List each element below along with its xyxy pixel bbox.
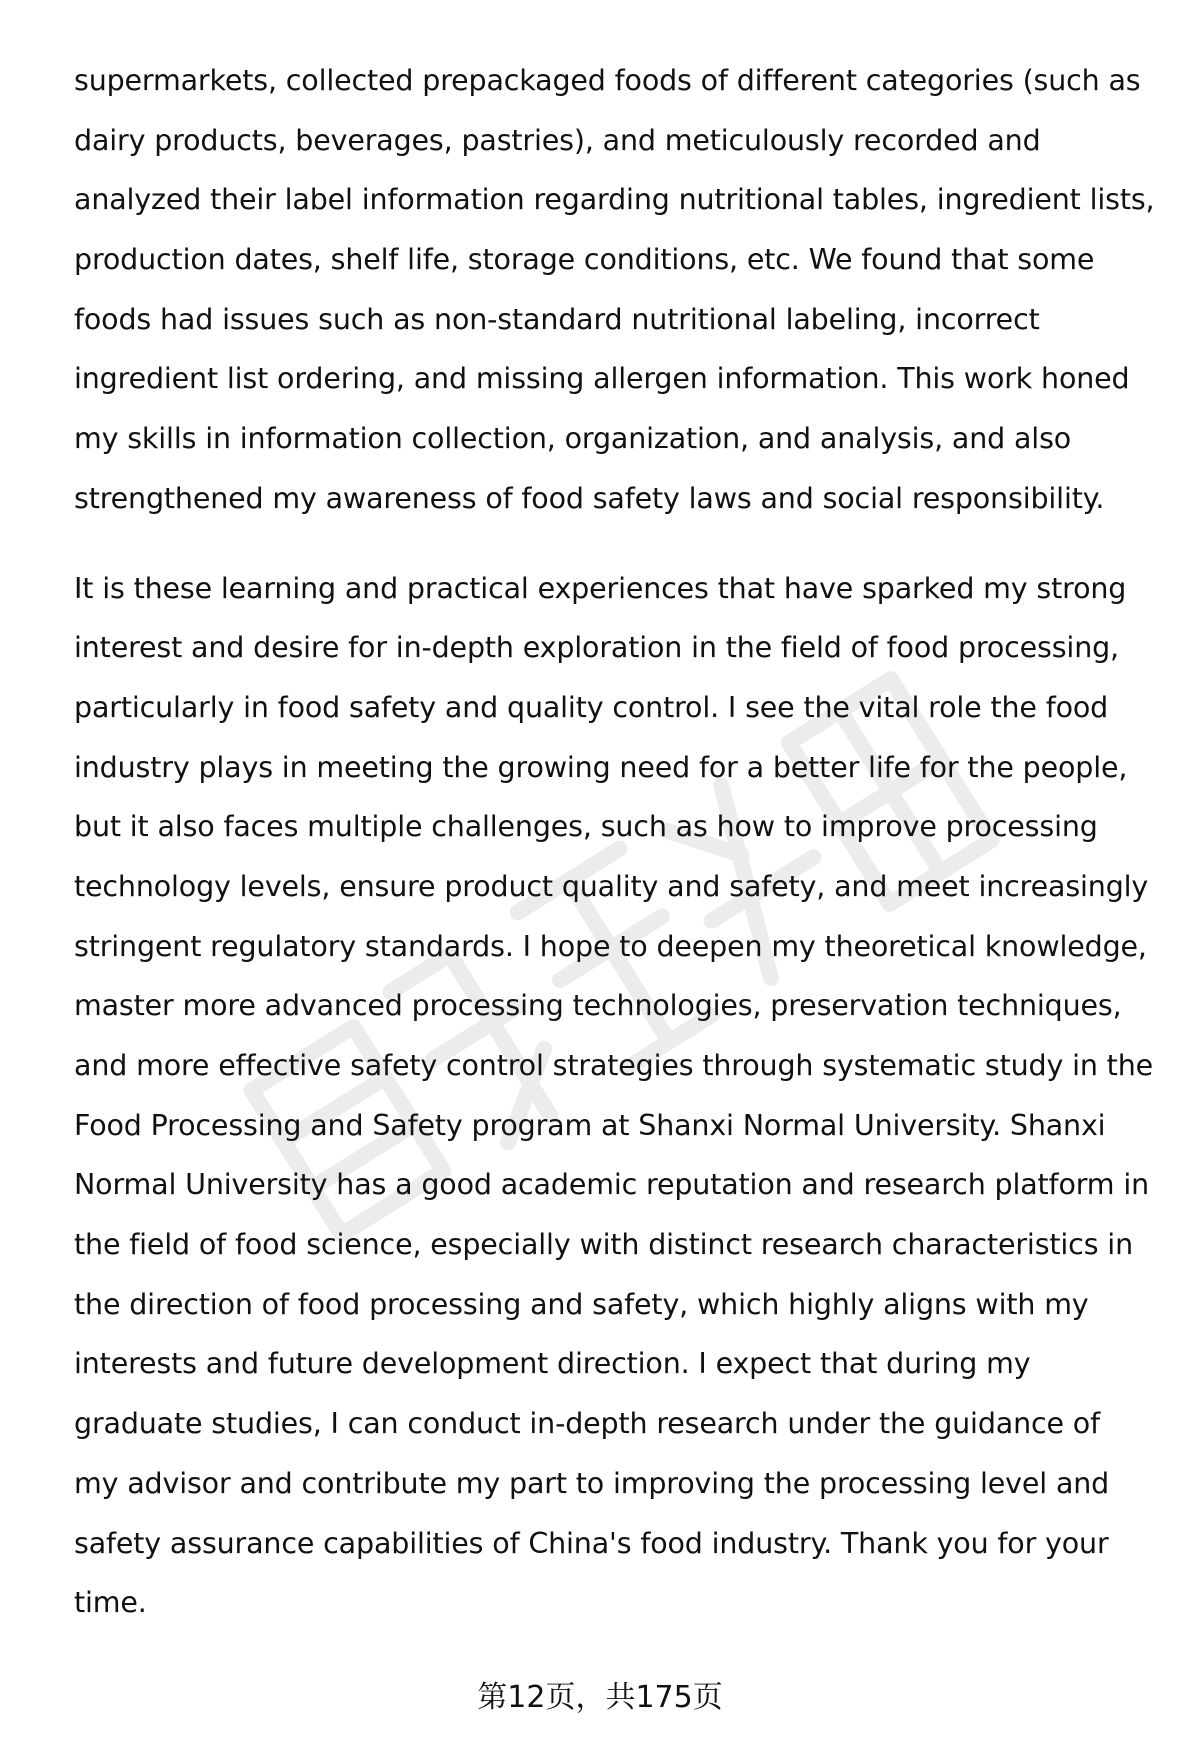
- text-line: foods had issues such as non-standard nutritional labeling, incorrect: [74, 302, 1040, 336]
- text-line: safety assurance capabilities of China's food industry. Thank you for your: [74, 1526, 1109, 1560]
- text-line: master more advanced processing technologies, preservation techniques,: [74, 989, 1122, 1023]
- text-line: and more effective safety control strategies through systematic study in the: [74, 1049, 1153, 1082]
- text-line: the direction of food processing and safety, which highly aligns with my: [74, 1287, 1089, 1321]
- text-line: interest and desire for in-depth exploration in the field of food processing,: [74, 631, 1119, 665]
- text-line: my skills in information collection, organization, and analysis, and also: [74, 422, 1072, 456]
- text-line: but it also faces multiple challenges, such as how to improve processing: [74, 810, 1098, 844]
- text-line: stringent regulatory standards. I hope to deepen my theoretical knowledge,: [74, 929, 1147, 963]
- text-line: It is these learning and practical experiences that have sparked my strong: [74, 571, 1127, 605]
- text-line: industry plays in meeting the growing need for a better life for the people,: [74, 750, 1128, 784]
- text-line: strengthened my awareness of food safety laws and social responsibility.: [74, 481, 1105, 515]
- text-line: dairy products, beverages, pastries), and meticulously recorded and: [74, 123, 1041, 157]
- text-line: production dates, shelf life, storage conditions, etc. We found that some: [74, 243, 1095, 277]
- page-number: 第12页，共175页: [477, 1680, 723, 1715]
- text-line: ingredient list ordering, and missing allergen information. This work honed: [74, 362, 1130, 396]
- text-line: time.: [74, 1586, 147, 1620]
- text-line: interests and future development direction. I expect that during my: [74, 1347, 1031, 1381]
- text-line: Food Processing and Safety program at Shanxi Normal University. Shanxi: [74, 1108, 1106, 1142]
- text-line: particularly in food safety and quality control. I see the vital role the food: [74, 690, 1109, 724]
- text-line: the field of food science, especially with distinct research characteristics in: [74, 1228, 1133, 1262]
- text-line: supermarkets, collected prepackaged foods of different categories (such as: [74, 64, 1141, 97]
- document-body: [74, 51, 1164, 1633]
- paragraph-1: [74, 51, 1164, 529]
- paragraph-2: [74, 559, 1164, 1633]
- text-line: graduate studies, I can conduct in-depth research under the guidance of: [74, 1407, 1100, 1441]
- paragraph-spacer: [74, 529, 1164, 559]
- text-line: Normal University has a good academic reputation and research platform in: [74, 1168, 1150, 1202]
- text-line: analyzed their label information regarding nutritional tables, ingredient lists,: [74, 183, 1155, 217]
- text-line: my advisor and contribute my part to improving the processing level and: [74, 1466, 1110, 1500]
- text-line: technology levels, ensure product quality and safety, and meet increasingly: [74, 869, 1149, 903]
